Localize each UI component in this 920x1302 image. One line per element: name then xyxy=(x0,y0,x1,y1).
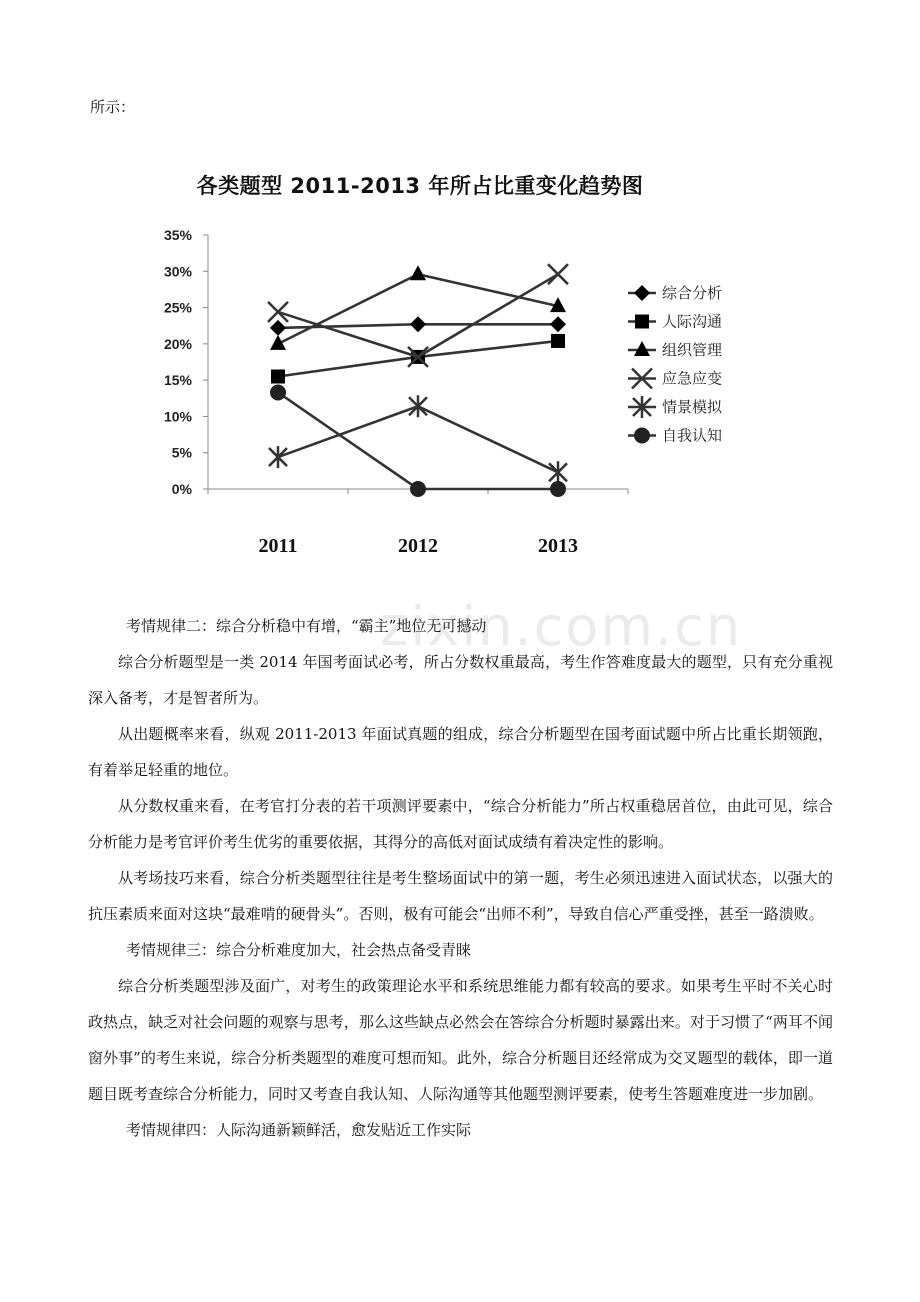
y-tick-label: 15% xyxy=(163,372,192,389)
x-tick-label: 2011 xyxy=(258,535,298,557)
series-line-3 xyxy=(278,274,558,344)
y-tick-label: 10% xyxy=(163,408,192,425)
paragraph: 从分数权重来看，在考官打分表的若干项测评要素中，“综合分析能力”所占权重稳居首位，由此可见，综合分析能力是考官评价考生优劣的重要依据，其得分的高低对面试成绩有着决定性的影响。 xyxy=(88,797,833,851)
line-chart xyxy=(130,215,770,575)
intro-text: 所示： xyxy=(90,98,136,116)
legend-label: 人际沟通 xyxy=(662,312,723,331)
y-tick-label: 30% xyxy=(163,263,192,280)
data-point-circle xyxy=(550,481,566,497)
legend-label: 组织管理 xyxy=(662,341,723,359)
paragraph: 综合分析题型是一类 2014 年国考面试必考，所占分数权重最高，考生作答难度最大的题型，只有充分重视深入备考，才是智者所为。 xyxy=(88,653,833,707)
chart-title: 各类题型 2011-2013 年所占比重变化趋势图 xyxy=(196,174,644,198)
y-tick-label: 0% xyxy=(171,481,192,497)
legend-label: 自我认知 xyxy=(662,426,723,445)
legend-label: 综合分析 xyxy=(662,284,723,302)
data-point-diamond xyxy=(270,320,286,336)
data-point-star xyxy=(269,446,287,468)
data-point-star xyxy=(409,395,427,417)
legend-marker xyxy=(634,285,650,301)
section-heading: 考情规律四：人际沟通新颖鲜活，愈发贴近工作实际 xyxy=(126,1121,472,1139)
data-point-diamond xyxy=(410,316,426,332)
data-point-star xyxy=(549,461,567,483)
data-point-circle xyxy=(270,384,286,400)
x-tick-label: 2012 xyxy=(398,535,438,557)
data-point-circle xyxy=(410,481,426,497)
section-heading: 考情规律二：综合分析稳中有增，“霸主”地位无可撼动 xyxy=(126,617,487,635)
legend-marker xyxy=(635,315,649,329)
data-point-triangle xyxy=(410,265,426,280)
legend-label: 应急应变 xyxy=(662,369,723,388)
data-point-diamond xyxy=(550,316,566,332)
y-tick-label: 20% xyxy=(163,335,192,352)
y-tick-label: 35% xyxy=(163,227,192,243)
section-heading: 考情规律三：综合分析难度加大，社会热点备受青睐 xyxy=(126,941,472,959)
legend-marker xyxy=(634,341,650,356)
paragraph: 从出题概率来看，纵观 2011-2013 年面试真题的组成，综合分析题型在国考面试题中所占比重长期领跑，有着举足轻重的地位。 xyxy=(88,725,833,779)
data-point-square xyxy=(551,334,565,348)
paragraph: 从考场技巧来看，综合分析类题型往往是考生整场面试中的第一题，考生必须迅速进入面试状态，以强大的抗压素质来面对这块“最难啃的硬骨头”。否则，极有可能会“出师不利”，导致自信心严重受挫，甚至一路溃败。 xyxy=(88,869,833,923)
paragraph: 综合分析类题型涉及面广，对考生的政策理论水平和系统思维能力都有较高的要求。如果考生平时不关心时政热点，缺乏对社会问题的观察与思考，那么这些缺点必然会在答综合分析题时暴露出来。对于习惯了“两耳不闻窗外事”的考生来说，综合分析类题型的难度可想而知。此外，综合分析题目还经常成为交叉题型的载体，即一道题目既考查综合分析能力，同时又考查自我认知、人际沟通等其他题型测评要素，使考生答题难度进一步加剧。 xyxy=(88,977,833,1103)
y-tick-label: 25% xyxy=(163,299,192,316)
data-point-x xyxy=(548,264,568,284)
watermark: zixin.com.cn xyxy=(380,595,743,658)
body-text xyxy=(88,608,833,1148)
legend-marker xyxy=(634,428,650,444)
data-point-square xyxy=(271,370,285,384)
data-point-x xyxy=(268,302,288,322)
x-tick-label: 2013 xyxy=(538,535,578,557)
legend-label: 情景模拟 xyxy=(662,398,723,416)
y-tick-label: 5% xyxy=(171,444,192,461)
